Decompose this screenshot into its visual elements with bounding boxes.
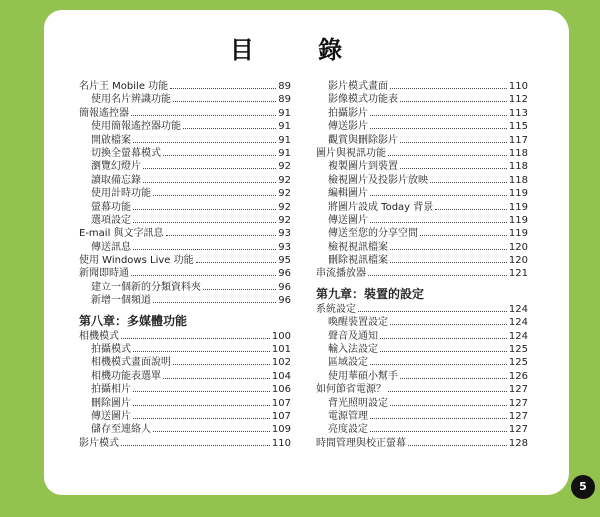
- toc-entry-page: 117: [508, 134, 528, 146]
- toc-entry-page: 119: [508, 188, 528, 200]
- toc-entry[interactable]: [316, 383, 528, 396]
- toc-entry[interactable]: [316, 201, 528, 214]
- toc-entry-label: 名片王 Mobile 功能: [79, 81, 169, 92]
- toc-entry[interactable]: [316, 356, 528, 369]
- dot-leader: [390, 88, 507, 89]
- toc-entry-label: 使用 Windows Live 功能: [79, 255, 194, 267]
- toc-entry-label: E-mail 與文字訊息: [79, 228, 164, 240]
- toc-entry[interactable]: [79, 214, 291, 227]
- toc-entry-page: 125: [508, 344, 528, 356]
- dot-leader: [173, 101, 276, 102]
- dot-leader: [400, 168, 507, 169]
- toc-entry-page: 119: [508, 228, 528, 240]
- toc-entry-page: 110: [508, 81, 528, 92]
- toc-entry-page: 127: [508, 410, 528, 422]
- dot-leader: [183, 128, 276, 129]
- toc-entry[interactable]: [79, 174, 291, 187]
- toc-entry[interactable]: [316, 370, 528, 383]
- toc-entry-page: 120: [508, 255, 528, 267]
- dot-leader: [203, 289, 276, 290]
- dot-leader: [390, 405, 507, 406]
- toc-entry-page: 101: [271, 344, 291, 356]
- toc-entry-page: 89: [278, 81, 291, 92]
- dot-leader: [388, 155, 507, 156]
- toc-entry[interactable]: [316, 397, 528, 410]
- page-title: 目 錄: [229, 36, 371, 64]
- toc-entry-label: 開啟檔案: [91, 134, 131, 146]
- toc-entry-label: 螢幕功能: [91, 201, 131, 213]
- toc-entry-page: 112: [508, 94, 528, 106]
- dot-leader: [368, 275, 507, 276]
- toc-entry-label: 電源管理: [328, 410, 368, 422]
- toc-entry[interactable]: [316, 343, 528, 356]
- toc-entry-page: 109: [271, 424, 291, 436]
- toc-entry[interactable]: [316, 227, 528, 240]
- toc-entry[interactable]: [316, 187, 528, 200]
- dot-leader: [388, 391, 507, 392]
- toc-entry-label: 使用計時功能: [91, 188, 151, 200]
- dot-leader: [380, 351, 507, 352]
- toc-entry[interactable]: [79, 330, 291, 343]
- toc-entry-label: 切換全螢幕模式: [91, 147, 161, 159]
- toc-entry-label: 聲音及通知: [328, 330, 378, 342]
- dot-leader: [166, 235, 277, 236]
- toc-entry-page: 127: [508, 397, 528, 409]
- toc-right-column: [316, 80, 528, 450]
- toc-entry[interactable]: [79, 241, 291, 254]
- toc-entry-label: 拍攝相片: [91, 384, 131, 396]
- toc-entry[interactable]: [79, 254, 291, 267]
- toc-entry-page: 96: [278, 268, 291, 280]
- dot-leader: [358, 311, 507, 312]
- dot-leader: [380, 338, 507, 339]
- toc-entry-page: 95: [278, 255, 291, 267]
- dot-leader: [400, 378, 507, 379]
- toc-entry[interactable]: [316, 160, 528, 173]
- toc-entry-page: 115: [508, 121, 528, 133]
- toc-entry[interactable]: [79, 187, 291, 200]
- toc-entry-page: 124: [508, 317, 528, 329]
- dot-leader: [370, 431, 507, 432]
- toc-entry-label: 傳送訊息: [91, 241, 131, 253]
- dot-leader: [121, 445, 270, 446]
- toc-entry[interactable]: [79, 343, 291, 356]
- toc-entry-page: 96: [278, 281, 291, 293]
- toc-entry-page: 118: [508, 147, 528, 159]
- dot-leader: [420, 235, 507, 236]
- toc-entry-label: 使用名片辨識功能: [91, 94, 171, 106]
- dot-leader: [370, 418, 507, 419]
- toc-entry[interactable]: [79, 107, 291, 120]
- toc-entry-label: 影像模式功能表: [328, 94, 398, 106]
- dot-leader: [196, 262, 277, 263]
- toc-entry-label: 刪除圖片: [91, 397, 131, 409]
- toc-entry-label: 新增一個頻道: [91, 295, 151, 307]
- toc-entry[interactable]: [79, 423, 291, 436]
- toc-entry-label: 傳送圖片: [91, 410, 131, 422]
- toc-entry-page: 91: [278, 134, 291, 146]
- toc-entry[interactable]: [316, 437, 528, 450]
- toc-entry[interactable]: [79, 370, 291, 383]
- dot-leader: [163, 378, 270, 379]
- toc-left-column: [79, 80, 291, 450]
- toc-entry[interactable]: [316, 120, 528, 133]
- toc-entry-label: 使用華碩小幫手: [328, 370, 398, 382]
- toc-entry-label: 傳送影片: [328, 121, 368, 133]
- toc-entry[interactable]: [79, 281, 291, 294]
- toc-entry-page: 102: [271, 357, 291, 369]
- dot-leader: [370, 115, 507, 116]
- toc-entry[interactable]: [316, 303, 528, 316]
- toc-entry-label: 編輯圖片: [328, 188, 368, 200]
- toc-entry[interactable]: [316, 316, 528, 329]
- dot-leader: [370, 364, 507, 365]
- dot-leader: [133, 405, 270, 406]
- dot-leader: [430, 182, 507, 183]
- dot-leader: [390, 262, 507, 263]
- toc-entry[interactable]: [316, 214, 528, 227]
- dot-leader: [390, 249, 507, 250]
- toc-entry[interactable]: [79, 80, 291, 93]
- dot-leader: [133, 391, 270, 392]
- toc-entry[interactable]: [79, 227, 291, 240]
- toc-entry-label: 傳送圖片: [328, 214, 368, 226]
- toc-entry-page: 125: [508, 357, 528, 369]
- toc-entry-page: 107: [271, 410, 291, 422]
- toc-entry-page: 119: [508, 214, 528, 226]
- toc-entry[interactable]: [79, 356, 291, 369]
- toc-entry-page: 107: [271, 397, 291, 409]
- toc-entry[interactable]: [316, 241, 528, 254]
- toc-entry[interactable]: [316, 134, 528, 147]
- dot-leader: [408, 445, 507, 446]
- dot-leader: [390, 324, 507, 325]
- dot-leader: [121, 338, 270, 339]
- toc-entry-label: 相機模式: [79, 330, 119, 342]
- toc-entry-label: 如何節省電源？: [316, 384, 386, 396]
- toc-entry[interactable]: [79, 147, 291, 160]
- toc-entry[interactable]: [79, 437, 291, 450]
- toc-entry-page: 96: [278, 295, 291, 307]
- toc-entry-page: 127: [508, 384, 528, 396]
- toc-entry[interactable]: [316, 174, 528, 187]
- toc-entry[interactable]: [79, 120, 291, 133]
- dot-leader: [400, 101, 507, 102]
- toc-entry[interactable]: [316, 410, 528, 423]
- toc-entry-page: 124: [508, 303, 528, 315]
- toc-entry[interactable]: [316, 107, 528, 120]
- dot-leader: [131, 115, 276, 116]
- toc-entry-page: 110: [271, 437, 291, 449]
- toc-entry-page: 127: [508, 424, 528, 436]
- toc-entry[interactable]: [79, 201, 291, 214]
- toc-entry-page: 91: [278, 147, 291, 159]
- toc-entry-page: 93: [278, 228, 291, 240]
- toc-entry-label: 拍攝影片: [328, 107, 368, 119]
- toc-entry-label: 檢視視訊檔案: [328, 241, 388, 253]
- toc-entry-label: 刪除視訊檔案: [328, 255, 388, 267]
- toc-entry[interactable]: [316, 423, 528, 436]
- toc-entry-label: 建立一個新的分類資料夾: [91, 281, 201, 293]
- dot-leader: [143, 182, 276, 183]
- toc-entry-page: 93: [278, 241, 291, 253]
- toc-entry-label: 相機功能表選單: [91, 370, 161, 382]
- dot-leader: [133, 418, 270, 419]
- toc-entry[interactable]: [316, 80, 528, 93]
- dot-leader: [173, 364, 270, 365]
- toc-entry[interactable]: [79, 134, 291, 147]
- toc-entry-page: 128: [508, 437, 528, 449]
- dot-leader: [133, 222, 276, 223]
- dot-leader: [131, 275, 276, 276]
- dot-leader: [133, 142, 276, 143]
- toc-entry-label: 時間管理與校正螢幕: [316, 437, 406, 449]
- toc-entry-page: 126: [508, 370, 528, 382]
- dot-leader: [170, 88, 276, 89]
- chapter-heading: 第九章：裝置的設定: [316, 286, 425, 301]
- toc-entry[interactable]: [79, 294, 291, 307]
- page-number-badge: 5: [571, 475, 595, 499]
- dot-leader: [370, 195, 507, 196]
- dot-leader: [435, 209, 507, 210]
- toc-entry-page: 92: [278, 188, 291, 200]
- toc-entry-page: 92: [278, 174, 291, 186]
- toc-entry-label: 輸入法設定: [328, 344, 378, 356]
- dot-leader: [143, 168, 276, 169]
- toc-entry-label: 系統設定: [316, 303, 356, 315]
- toc-entry-label: 亮度設定: [328, 424, 368, 436]
- toc-entry[interactable]: [316, 254, 528, 267]
- toc-entry-page: 118: [508, 161, 528, 173]
- toc-entry-page: 104: [271, 370, 291, 382]
- toc-entry-label: 背光照明設定: [328, 397, 388, 409]
- toc-entry-page: 124: [508, 330, 528, 342]
- toc-entry-page: 119: [508, 201, 528, 213]
- toc-entry-label: 影片模式畫面: [328, 81, 388, 92]
- toc-entry-page: 118: [508, 174, 528, 186]
- toc-entry-page: 92: [278, 161, 291, 173]
- dot-leader: [153, 302, 276, 303]
- toc-entry-label: 瀏覽幻燈片: [91, 161, 141, 173]
- toc-entry[interactable]: [79, 383, 291, 396]
- toc-entry[interactable]: [316, 330, 528, 343]
- toc-entry-page: 91: [278, 121, 291, 133]
- toc-entry-label: 複製圖片到裝置: [328, 161, 398, 173]
- toc-entry-label: 新聞即時通: [79, 268, 129, 280]
- toc-entry[interactable]: [316, 147, 528, 160]
- toc-entry-page: 121: [508, 268, 528, 280]
- toc-entry[interactable]: [316, 93, 528, 106]
- toc-entry[interactable]: [79, 397, 291, 410]
- toc-entry-label: 選項設定: [91, 214, 131, 226]
- toc-entry[interactable]: [79, 160, 291, 173]
- toc-entry-label: 圖片與視訊功能: [316, 147, 386, 159]
- dot-leader: [163, 155, 276, 156]
- toc-entry-page: 91: [278, 107, 291, 119]
- toc-entry-page: 92: [278, 201, 291, 213]
- toc-entry-label: 讀取備忘錄: [91, 174, 141, 186]
- toc-entry-page: 92: [278, 214, 291, 226]
- toc-entry[interactable]: [79, 93, 291, 106]
- dot-leader: [153, 431, 270, 432]
- toc-entry-label: 拍攝模式: [91, 344, 131, 356]
- toc-entry-page: 100: [271, 330, 291, 342]
- toc-entry-label: 影片模式: [79, 437, 119, 449]
- dot-leader: [153, 195, 276, 196]
- toc-entry-label: 傳送至您的分享空間: [328, 228, 418, 240]
- toc-entry[interactable]: [79, 410, 291, 423]
- dot-leader: [370, 222, 507, 223]
- toc-entry-label: 檢視圖片及投影片放映: [328, 174, 428, 186]
- chapter-heading: 第八章：多媒體功能: [79, 313, 188, 328]
- dot-leader: [133, 351, 270, 352]
- dot-leader: [400, 142, 507, 143]
- dot-leader: [133, 209, 276, 210]
- dot-leader: [133, 249, 276, 250]
- toc-entry-label: 使用簡報遙控器功能: [91, 121, 181, 133]
- toc-entry-label: 區域設定: [328, 357, 368, 369]
- toc-entry[interactable]: [316, 267, 528, 280]
- toc-entry-label: 觀賞與刪除影片: [328, 134, 398, 146]
- toc-entry-label: 將圖片設成 Today 背景: [328, 201, 434, 213]
- toc-entry-page: 89: [278, 94, 291, 106]
- toc-entry[interactable]: [79, 267, 291, 280]
- toc-entry-label: 串流播放器: [316, 268, 366, 280]
- dot-leader: [370, 128, 507, 129]
- toc-entry-label: 相機模式畫面說明: [91, 357, 171, 369]
- toc-entry-page: 120: [508, 241, 528, 253]
- toc-entry-page: 106: [271, 384, 291, 396]
- toc-entry-label: 簡報遙控器: [79, 107, 129, 119]
- toc-entry-label: 儲存至連絡人: [91, 424, 151, 436]
- toc-entry-page: 113: [508, 107, 528, 119]
- toc-entry-label: 喚醒裝置設定: [328, 317, 388, 329]
